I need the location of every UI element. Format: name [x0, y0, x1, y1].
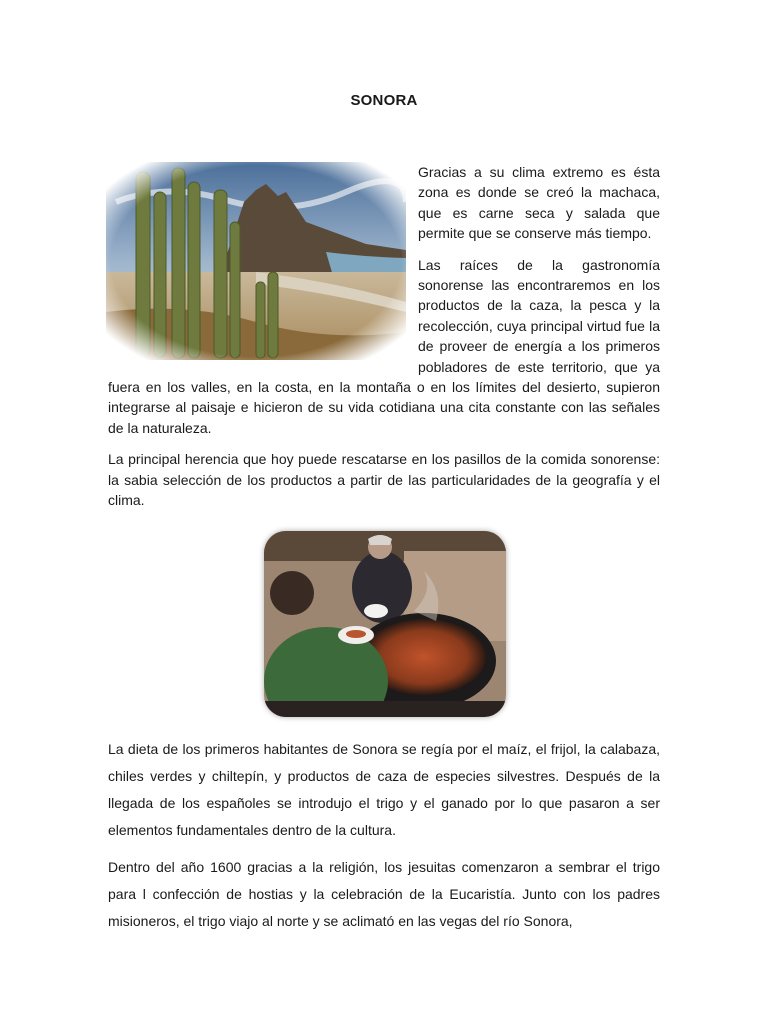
desert-cactus-photo [106, 162, 406, 360]
intro-paragraph-3: La principal herencia que hoy puede rescatarse en los pasillos de la comida sonorense: la sabia selección de los productos a partir de las particularidades de la geografía y el clima. [108, 451, 660, 509]
women-cooking-image [264, 531, 506, 717]
page-title: SONORA [350, 92, 418, 109]
intro-paragraph-2: Las raíces de la gastronomía sonorense las encontraremos en los productos de la caza, la pesca y la recolección, cuya principal virtud fue la de proveer de energía a los primeros pobladores de este territorio, que ya fuera en los valles, en la costa, en la montaña o en los límites del desierto, supieron integrarse al paisaje e hicieron de su vida cotidiana una cita constante con las señales de la naturaleza. [108, 256, 660, 436]
cactus-landscape-image [106, 162, 406, 360]
intro-section [108, 162, 660, 522]
cooking-photo [264, 531, 506, 717]
history-paragraph: Dentro del año 1600 gracias a la religión, los jesuitas comenzaron a sembrar el trigo para l confección de hostias y la celebración de la Eucaristía. Junto con los padres misioneros, el trigo viajo al norte y se aclimató en las vegas del río Sonora, [108, 859, 660, 929]
history-section [108, 736, 660, 945]
diet-paragraph: La dieta de los primeros habitantes de Sonora se regía por el maíz, el frijol, la calabaza, chiles verdes y chiltepín, y productos de caza de especies silvestres. Después de la llegada de los españoles se introdujo el trigo y el ganado por lo que pasaron a ser elementos fundamentales dentro de la cultura. [108, 741, 660, 838]
intro-paragraph-1: Gracias a su clima extremo es ésta zona es donde se creó la machaca, que es carne seca y salada que permite que se conserve más tiempo. [418, 164, 660, 242]
